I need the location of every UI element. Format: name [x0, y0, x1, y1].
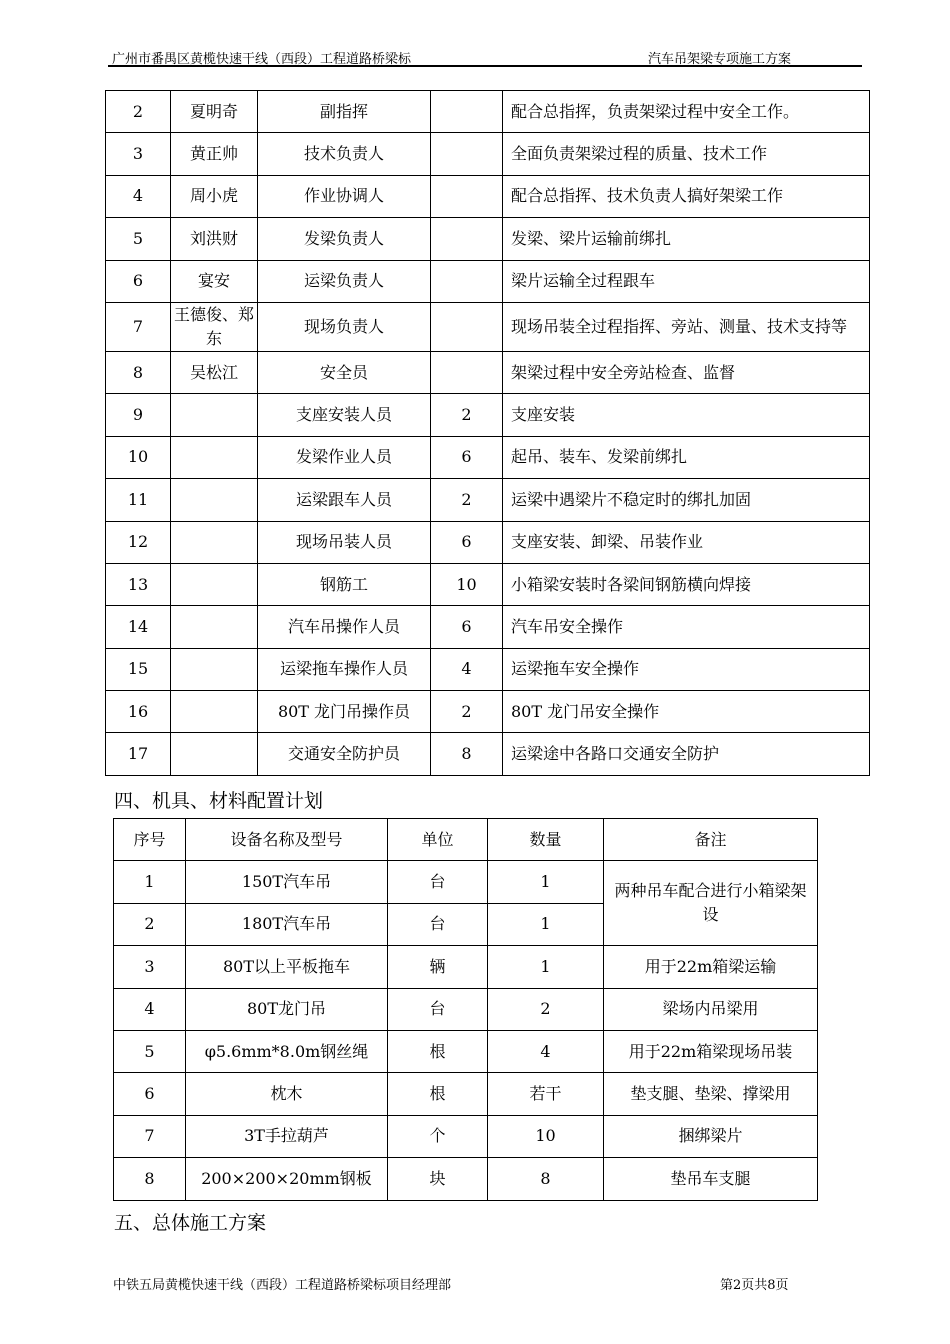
unit-cell: 台 — [388, 988, 488, 1030]
person-name: 周小虎 — [171, 175, 258, 217]
personnel-table — [105, 90, 870, 776]
row-number: 6 — [114, 1073, 186, 1115]
headcount-cell: 2 — [431, 479, 503, 521]
row-number: 12 — [106, 521, 171, 563]
person-name — [171, 394, 258, 436]
table-row — [106, 606, 870, 648]
unit-cell: 台 — [388, 903, 488, 945]
unit-cell: 根 — [388, 1030, 488, 1072]
quantity-cell: 8 — [488, 1158, 604, 1200]
unit-cell: 辆 — [388, 946, 488, 988]
row-number: 7 — [114, 1115, 186, 1157]
person-name: 吴松江 — [171, 351, 258, 393]
quantity-cell: 4 — [488, 1030, 604, 1072]
headcount-cell: 2 — [431, 691, 503, 733]
table-row — [106, 563, 870, 605]
headcount-cell: 6 — [431, 436, 503, 478]
row-number: 16 — [106, 691, 171, 733]
headcount-cell — [431, 91, 503, 133]
table-row — [114, 1073, 818, 1115]
row-number: 17 — [106, 733, 171, 775]
table-row — [114, 1030, 818, 1072]
person-name — [171, 436, 258, 478]
table-row — [114, 1158, 818, 1200]
note-cell: 用于22m箱梁现场吊装 — [604, 1030, 818, 1072]
role-cell: 作业协调人 — [258, 175, 431, 217]
person-name: 王德俊、郑东 — [171, 302, 258, 351]
duty-cell: 现场吊装全过程指挥、旁站、测量、技术支持等 — [503, 302, 870, 351]
person-name — [171, 563, 258, 605]
quantity-cell: 10 — [488, 1115, 604, 1157]
table-row — [114, 988, 818, 1030]
person-name: 刘洪财 — [171, 218, 258, 260]
row-number: 1 — [114, 861, 186, 903]
table-row — [106, 521, 870, 563]
table-row — [106, 175, 870, 217]
row-number: 4 — [114, 988, 186, 1030]
role-cell: 交通安全防护员 — [258, 733, 431, 775]
row-number: 2 — [106, 91, 171, 133]
role-cell: 现场负责人 — [258, 302, 431, 351]
role-cell: 钢筋工 — [258, 563, 431, 605]
person-name — [171, 691, 258, 733]
quantity-cell: 1 — [488, 903, 604, 945]
unit-cell: 块 — [388, 1158, 488, 1200]
table-row — [114, 861, 818, 903]
duty-cell: 运梁拖车安全操作 — [503, 648, 870, 690]
row-number: 4 — [106, 175, 171, 217]
page-number: 第2页共8页 — [720, 1278, 789, 1293]
header-cell-note: 备注 — [604, 819, 818, 861]
row-number: 8 — [114, 1158, 186, 1200]
duty-cell: 运梁途中各路口交通安全防护 — [503, 733, 870, 775]
equipment-name: 200×200×20mm钢板 — [186, 1158, 388, 1200]
quantity-cell: 2 — [488, 988, 604, 1030]
row-number: 2 — [114, 903, 186, 945]
table-row — [106, 91, 870, 133]
quantity-cell: 1 — [488, 861, 604, 903]
headcount-cell — [431, 218, 503, 260]
equipment-name: 180T汽车吊 — [186, 903, 388, 945]
role-cell: 发梁作业人员 — [258, 436, 431, 478]
equipment-table-header-row — [114, 819, 818, 861]
row-number: 7 — [106, 302, 171, 351]
headcount-cell — [431, 351, 503, 393]
table-row — [106, 302, 870, 351]
row-number: 5 — [106, 218, 171, 260]
section-4-title: 四、机具、材料配置计划 — [114, 790, 324, 812]
duty-cell: 支座安装 — [503, 394, 870, 436]
equipment-table-body — [114, 861, 818, 1200]
unit-cell: 根 — [388, 1073, 488, 1115]
row-number: 3 — [106, 133, 171, 175]
person-name — [171, 606, 258, 648]
table-row — [114, 1115, 818, 1157]
row-number: 6 — [106, 260, 171, 302]
row-number: 5 — [114, 1030, 186, 1072]
person-name: 黄正帅 — [171, 133, 258, 175]
row-number: 14 — [106, 606, 171, 648]
equipment-table — [113, 818, 818, 1201]
role-cell: 运梁拖车操作人员 — [258, 648, 431, 690]
role-cell: 发梁负责人 — [258, 218, 431, 260]
equipment-name: 80T以上平板拖车 — [186, 946, 388, 988]
personnel-table-body — [106, 91, 870, 776]
header-cell-qty: 数量 — [488, 819, 604, 861]
person-name — [171, 733, 258, 775]
row-number: 8 — [106, 351, 171, 393]
headcount-cell: 6 — [431, 521, 503, 563]
role-cell: 技术负责人 — [258, 133, 431, 175]
role-cell: 运梁负责人 — [258, 260, 431, 302]
duty-cell: 发梁、梁片运输前绑扎 — [503, 218, 870, 260]
row-number: 9 — [106, 394, 171, 436]
duty-cell: 梁片运输全过程跟车 — [503, 260, 870, 302]
table-row — [106, 648, 870, 690]
duty-cell: 配合总指挥，负责架梁过程中安全工作。 — [503, 91, 870, 133]
person-name — [171, 648, 258, 690]
table-row — [106, 394, 870, 436]
note-cell: 捆绑梁片 — [604, 1115, 818, 1157]
headcount-cell: 8 — [431, 733, 503, 775]
unit-cell: 个 — [388, 1115, 488, 1157]
headcount-cell: 10 — [431, 563, 503, 605]
quantity-cell: 若干 — [488, 1073, 604, 1115]
note-cell: 垫吊车支腿 — [604, 1158, 818, 1200]
headcount-cell: 4 — [431, 648, 503, 690]
header-cell-unit: 单位 — [388, 819, 488, 861]
equipment-name: 150T汽车吊 — [186, 861, 388, 903]
table-row — [106, 436, 870, 478]
table-row — [106, 218, 870, 260]
note-cell: 梁场内吊梁用 — [604, 988, 818, 1030]
duty-cell: 80T 龙门吊安全操作 — [503, 691, 870, 733]
row-number: 10 — [106, 436, 171, 478]
headcount-cell — [431, 133, 503, 175]
duty-cell: 汽车吊安全操作 — [503, 606, 870, 648]
table-row — [106, 479, 870, 521]
person-name — [171, 479, 258, 521]
duty-cell: 小箱梁安装时各梁间钢筋横向焊接 — [503, 563, 870, 605]
note-cell: 用于22m箱梁运输 — [604, 946, 818, 988]
row-number: 15 — [106, 648, 171, 690]
table-row — [106, 260, 870, 302]
section-5-title: 五、总体施工方案 — [114, 1212, 267, 1234]
table-row — [106, 691, 870, 733]
note-cell: 垫支腿、垫梁、撑梁用 — [604, 1073, 818, 1115]
role-cell: 运梁跟车人员 — [258, 479, 431, 521]
page-footer-left: 中铁五局黄榄快速干线（西段）工程道路桥梁标项目经理部 — [113, 1278, 452, 1293]
table-row — [114, 946, 818, 988]
headcount-cell: 6 — [431, 606, 503, 648]
unit-cell: 台 — [388, 861, 488, 903]
equipment-name: φ5.6mm*8.0m钢丝绳 — [186, 1030, 388, 1072]
duty-cell: 架梁过程中安全旁站检查、监督 — [503, 351, 870, 393]
table-row — [106, 133, 870, 175]
person-name: 夏明奇 — [171, 91, 258, 133]
duty-cell: 运梁中遇梁片不稳定时的绑扎加固 — [503, 479, 870, 521]
equipment-name: 80T龙门吊 — [186, 988, 388, 1030]
headcount-cell — [431, 260, 503, 302]
note-cell: 两种吊车配合进行小箱梁架设 — [604, 861, 818, 946]
role-cell: 现场吊装人员 — [258, 521, 431, 563]
page-header-left: 广州市番禺区黄榄快速干线（西段）工程道路桥梁标 — [112, 52, 412, 67]
row-number: 13 — [106, 563, 171, 605]
equipment-name: 枕木 — [186, 1073, 388, 1115]
duty-cell: 全面负责架梁过程的质量、技术工作 — [503, 133, 870, 175]
equipment-name: 3T手拉葫芦 — [186, 1115, 388, 1157]
duty-cell: 配合总指挥、技术负责人搞好架梁工作 — [503, 175, 870, 217]
headcount-cell — [431, 175, 503, 217]
duty-cell: 起吊、装车、发梁前绑扎 — [503, 436, 870, 478]
role-cell: 汽车吊操作人员 — [258, 606, 431, 648]
headcount-cell: 2 — [431, 394, 503, 436]
table-row — [106, 351, 870, 393]
row-number: 11 — [106, 479, 171, 521]
page-header-right: 汽车吊架梁专项施工方案 — [648, 52, 792, 67]
header-cell-name: 设备名称及型号 — [186, 819, 388, 861]
person-name: 宴安 — [171, 260, 258, 302]
header-cell-no: 序号 — [114, 819, 186, 861]
role-cell: 副指挥 — [258, 91, 431, 133]
quantity-cell: 1 — [488, 946, 604, 988]
header-rule — [108, 65, 862, 67]
person-name — [171, 521, 258, 563]
duty-cell: 支座安装、卸梁、吊装作业 — [503, 521, 870, 563]
table-row — [106, 733, 870, 775]
role-cell: 安全员 — [258, 351, 431, 393]
row-number: 3 — [114, 946, 186, 988]
role-cell: 支座安装人员 — [258, 394, 431, 436]
headcount-cell — [431, 302, 503, 351]
role-cell: 80T 龙门吊操作员 — [258, 691, 431, 733]
